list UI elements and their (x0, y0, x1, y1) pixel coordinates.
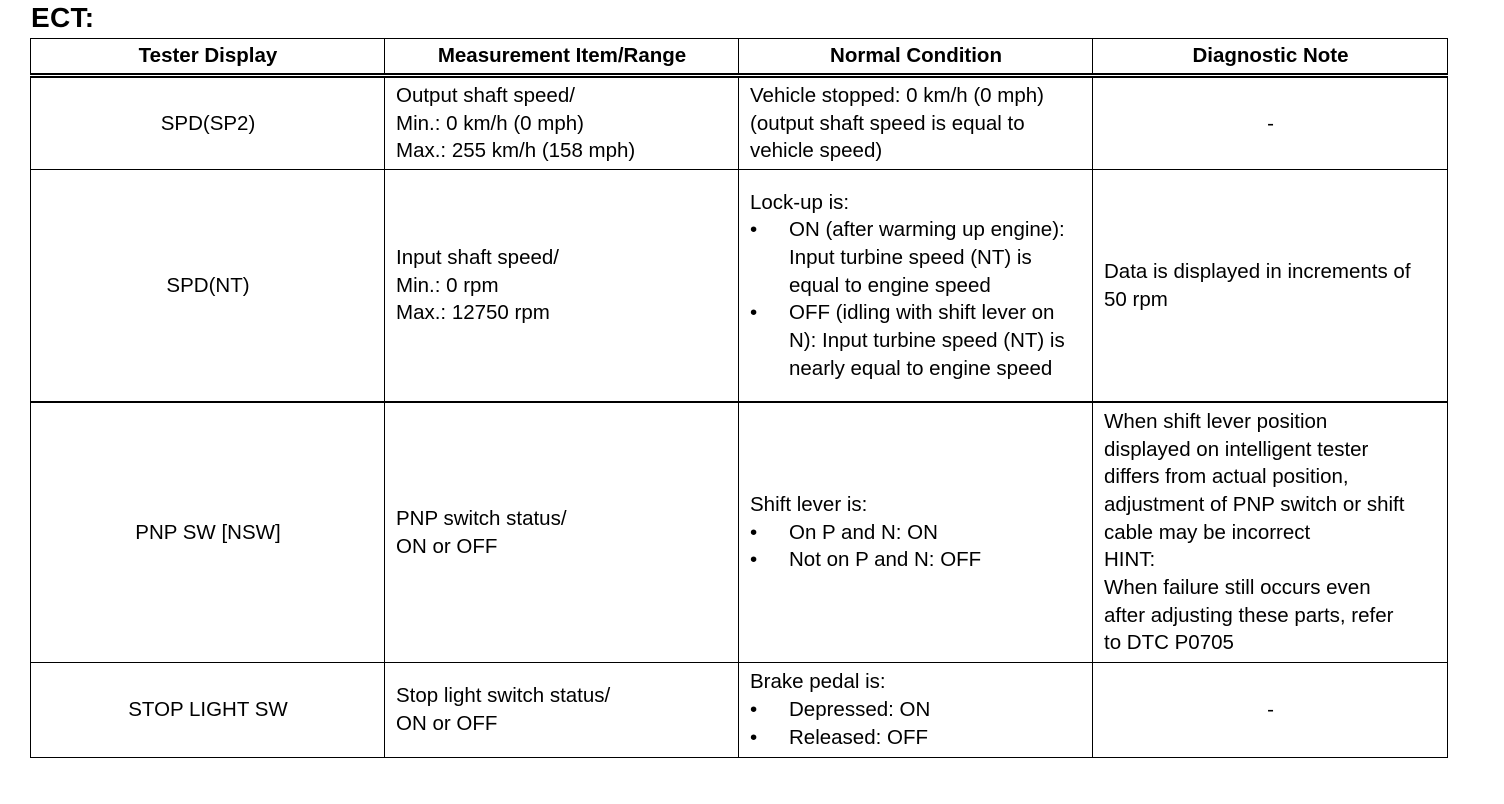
bullet-icon: • (750, 301, 758, 325)
measurement-cell (385, 663, 739, 758)
text-line: Vehicle stopped: 0 km/h (0 mph) (750, 83, 1044, 107)
table-row (31, 663, 1448, 758)
condition-list (750, 519, 1082, 574)
page-title: ECT: (31, 2, 95, 33)
text-line: (output shaft speed is equal to (750, 111, 1025, 135)
measurement-cell (385, 170, 739, 403)
text-line: Input shaft speed/ (396, 245, 559, 269)
bullet-icon: • (750, 725, 758, 749)
text-line: When shift lever position (1104, 409, 1328, 433)
text-line: ON or OFF (396, 534, 498, 558)
header-tester-display: Tester Display (31, 39, 385, 76)
list-item-text: ON (after warming up engine): Input turbine speed (NT) is equal to engine speed (789, 218, 1065, 297)
measurement-cell (385, 402, 739, 663)
normal-condition-cell (739, 402, 1093, 663)
text-line: differs from actual position, (1104, 465, 1349, 489)
text-line: Max.: 255 km/h (158 mph) (396, 139, 636, 163)
tester-display-cell: SPD(SP2) (31, 76, 385, 170)
diagnostic-note-cell (1093, 402, 1448, 663)
list-item (750, 696, 1082, 724)
list-item-text: Released: OFF (789, 725, 928, 749)
header-normal-condition: Normal Condition (739, 39, 1093, 76)
tester-display-cell: PNP SW [NSW] (31, 402, 385, 663)
bullet-icon: • (750, 698, 758, 722)
tester-display-cell: STOP LIGHT SW (31, 663, 385, 758)
text-line: Stop light switch status/ (396, 684, 611, 708)
text-line: vehicle speed) (750, 139, 883, 163)
text-line: - (1267, 698, 1274, 722)
text-line: Output shaft speed/ (396, 83, 575, 107)
list-item (750, 299, 1082, 382)
text-line: Max.: 12750 rpm (396, 301, 550, 325)
text-line: PNP switch status/ (396, 506, 567, 530)
text-line: to DTC P0705 (1104, 631, 1234, 655)
diagnostic-note-cell (1093, 170, 1448, 403)
text-line: ON or OFF (396, 712, 498, 735)
text-line: 50 rpm (1104, 287, 1168, 311)
hint-label: HINT: (1104, 548, 1156, 572)
ect-data-table (30, 38, 1448, 758)
text-line: displayed on intelligent tester (1104, 437, 1369, 461)
diagnostic-note-cell (1093, 663, 1448, 758)
text-line: Data is displayed in increments of (1104, 259, 1411, 283)
header-measurement-item-range: Measurement Item/Range (385, 39, 739, 76)
table-row (31, 76, 1448, 170)
text-line: Min.: 0 km/h (0 mph) (396, 111, 584, 135)
list-item (750, 546, 1082, 574)
table-row (31, 402, 1448, 663)
table-header-row (31, 39, 1448, 76)
condition-list (750, 216, 1082, 382)
text-line: - (1267, 111, 1274, 135)
tester-display-cell: SPD(NT) (31, 170, 385, 403)
list-item (750, 519, 1082, 547)
text-line: Min.: 0 rpm (396, 273, 499, 297)
normal-condition-cell (739, 76, 1093, 170)
condition-list (750, 696, 1082, 751)
list-item-text: OFF (idling with shift lever on N): Input turbine speed (NT) is nearly equal to engine speed (789, 301, 1065, 380)
table-row (31, 170, 1448, 403)
text-line: Brake pedal is: (750, 670, 886, 694)
list-item (750, 724, 1082, 752)
bullet-icon: • (750, 548, 758, 572)
measurement-cell (385, 76, 739, 170)
list-item-text: Not on P and N: OFF (789, 548, 982, 572)
text-line: adjustment of PNP switch or shift (1104, 492, 1405, 516)
list-item-text: On P and N: ON (789, 520, 938, 544)
header-diagnostic-note: Diagnostic Note (1093, 39, 1448, 76)
normal-condition-cell (739, 170, 1093, 403)
text-line: after adjusting these parts, refer (1104, 603, 1394, 627)
text-line: cable may be incorrect (1104, 520, 1311, 544)
bullet-icon: • (750, 520, 758, 544)
bullet-icon: • (750, 218, 758, 242)
list-item-text: Depressed: ON (789, 698, 931, 722)
text-line: Lock-up is: (750, 190, 850, 214)
text-line: When failure still occurs even (1104, 576, 1371, 600)
diagnostic-note-cell (1093, 76, 1448, 170)
text-line: Shift lever is: (750, 492, 868, 516)
list-item (750, 216, 1082, 299)
normal-condition-cell (739, 663, 1093, 758)
